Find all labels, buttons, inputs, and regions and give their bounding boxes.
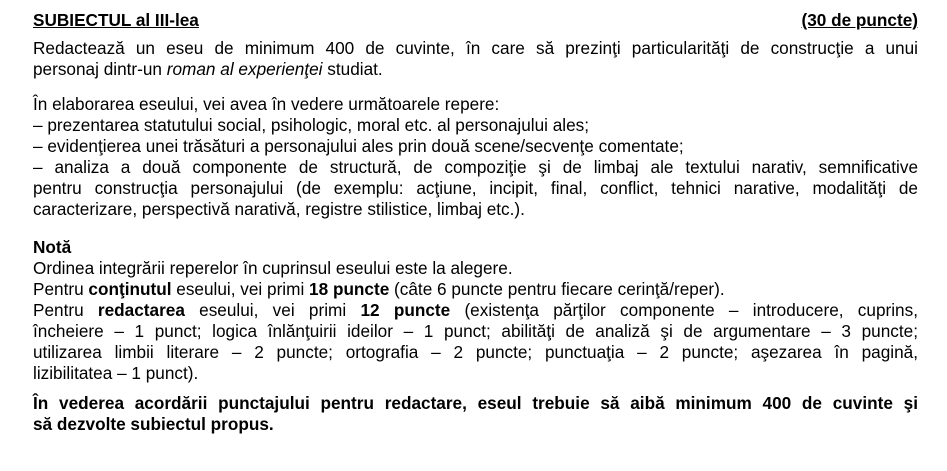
note-order: Ordinea integrării reperelor în cuprinsul eseului este la alegere.: [33, 258, 513, 278]
note-content-pre: Pentru: [33, 279, 89, 299]
note-final-line-1: În vederea acordării punctajului pentru redactare, eseul trebuie să aibă minimum 400 de cuvinte şi: [33, 393, 918, 413]
note-draft-post: (existenţa părţilor componente – introducere, cuprins,: [464, 300, 918, 320]
guidelines-intro: În elaborarea eseului, vei avea în vedere următoarele repere:: [33, 94, 500, 114]
note-content-points: 18 puncte: [309, 279, 390, 299]
task-line-2: [33, 59, 383, 80]
note-draft-points: 12 puncte: [360, 300, 451, 320]
guideline-item-3-line-2: pentru construcţia personajului (de exemplu: acţiune, incipit, final, conflict, tehnici narative, modalităţi de: [33, 178, 918, 198]
task-line-2-post: studiat.: [322, 59, 383, 79]
note-draft-mid: eseului, vei primi: [199, 300, 361, 320]
guideline-item-2: – evidenţierea unei trăsături a personajului ales prin două scene/secvenţe comentate;: [33, 136, 684, 156]
task-line-1: Redactează un eseu de minimum 400 de cuvinte, în care să prezinţi particularităţi de construcţie a unui: [33, 38, 918, 58]
note-draft-line-1: [33, 300, 918, 321]
note-draft-line-4: lizibilitatea – 1 punct).: [33, 363, 199, 383]
guideline-item-1: – prezentarea statutului social, psihologic, moral etc. al personajului ales;: [33, 115, 590, 135]
section-points: (30 de puncte): [801, 10, 918, 30]
section-title: SUBIECTUL al III-lea: [33, 10, 199, 30]
task-novel-type: roman al experienţei: [166, 59, 323, 79]
guideline-item-3-line-1: – analiza a două componente de structură, de compoziţie şi de limbaj ale textului narativ, semnificative: [33, 157, 918, 177]
note-content-keyword: conţinutul: [88, 279, 172, 299]
note-draft-keyword: redactarea: [97, 300, 185, 320]
note-content-post: (câte 6 puncte pentru fiecare cerinţă/reper).: [389, 279, 725, 299]
note-draft-line-2: încheiere – 1 punct; logica înlănţuirii ideilor – 1 punct; abilităţi de analiză şi de argumentare – 3 puncte;: [33, 321, 918, 341]
note-draft-line-3: utilizarea limbii literare – 2 puncte; ortografia – 2 puncte; punctuaţia – 2 puncte; aşezarea în pagină,: [33, 342, 918, 362]
note-content-mid: eseului, vei primi: [171, 279, 310, 299]
task-line-2-pre: personaj dintr-un: [33, 59, 167, 79]
section-header: [33, 10, 918, 31]
note-content: [33, 279, 725, 300]
guideline-item-3-line-3: caracterizare, perspectivă narativă, registre stilistice, limbaj etc.).: [33, 199, 525, 219]
note-draft-pre: Pentru: [33, 300, 98, 320]
note-final-line-2: să dezvolte subiectul propus.: [33, 414, 274, 434]
note-title: Notă: [33, 237, 72, 257]
